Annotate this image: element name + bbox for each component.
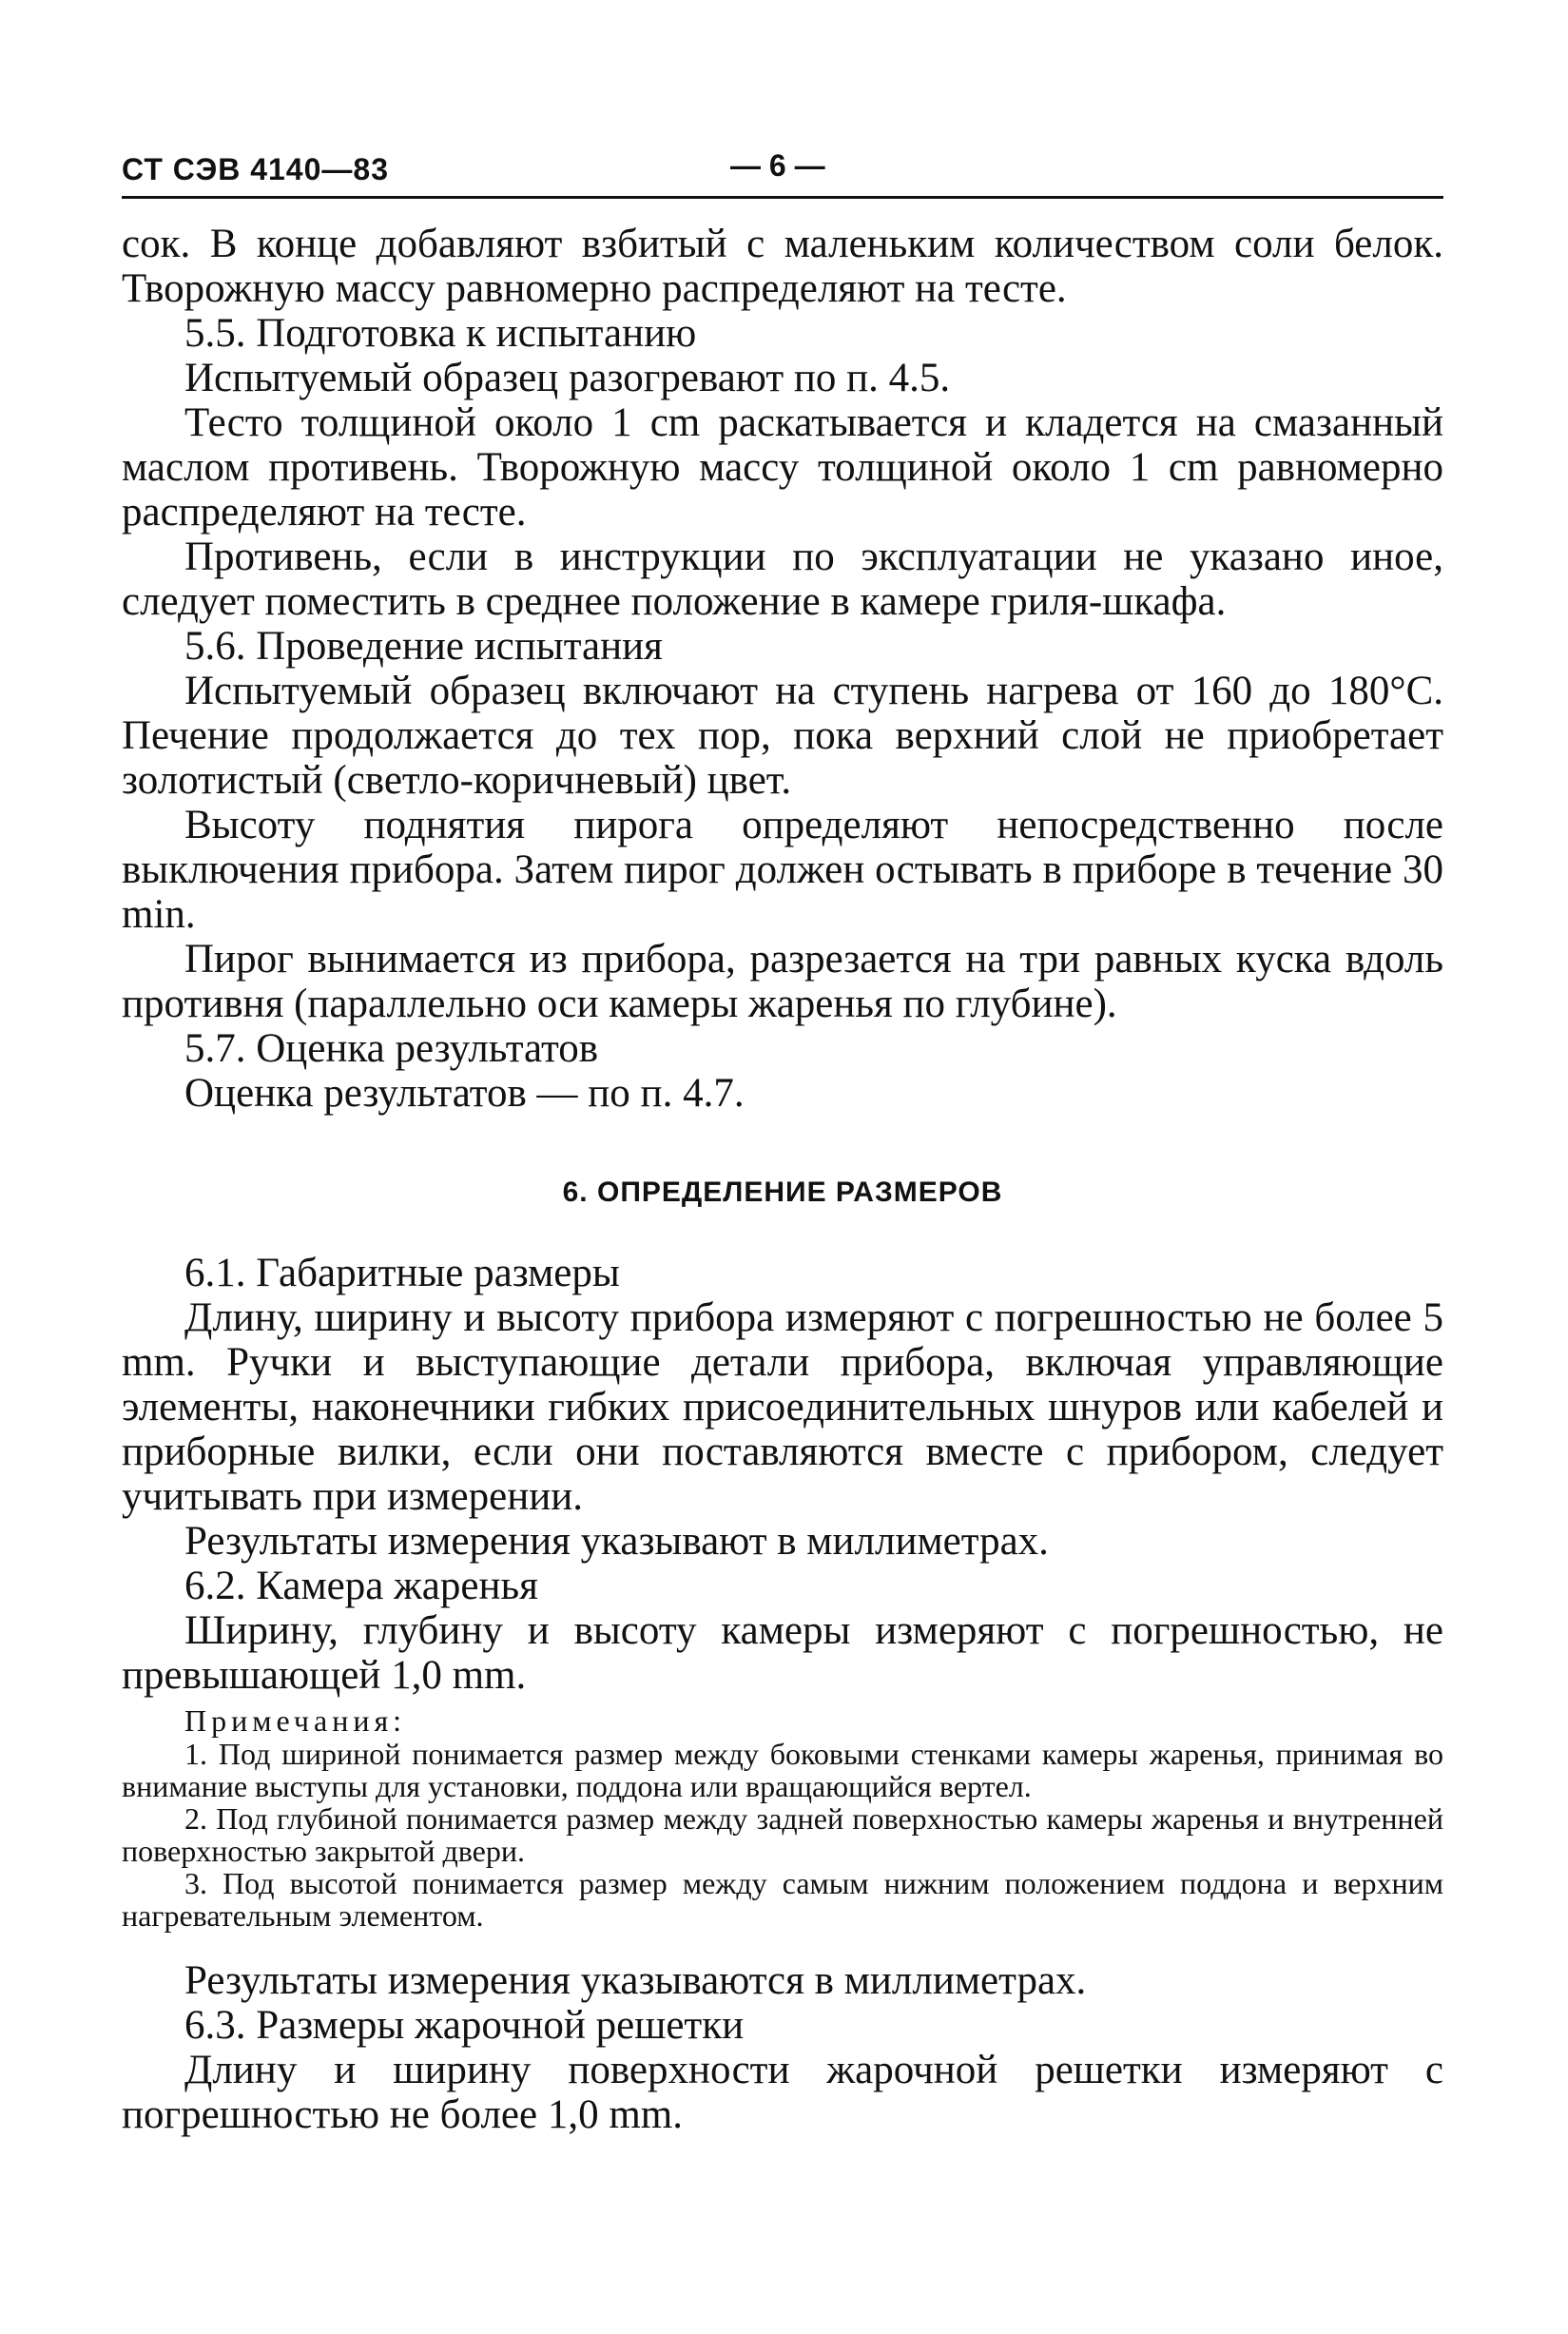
paragraph: Испытуемый образец включают на ступень нагрева от 160 до 180°С. Печение продолжается до тех пор, пока верхний слой не приобретает золотистый (светло-коричневый) цвет. (122, 669, 1443, 803)
standard-code: СТ СЭВ 4140—83 (122, 151, 389, 186)
paragraph: Пирог вынимается из прибора, разрезается на три равных куска вдоль противня (параллельно оси камеры жаренья по глубине). (122, 937, 1443, 1026)
subsection-heading: 5.6. Проведение испытания (184, 624, 663, 669)
paragraph: Результаты измерения указываются в миллиметрах. (184, 1958, 1087, 2003)
paragraph: Высоту поднятия пирога определяют непосредственно после выключения прибора. Затем пирог должен остывать в приборе в течение 30 min. (122, 803, 1443, 937)
section-title: 6. ОПРЕДЕЛЕНИЕ РАЗМЕРОВ (562, 1177, 1003, 1208)
paragraph: Длину, ширину и высоту прибора измеряют с погрешностью не более 5 mm. Ручки и выступающие детали прибора, включая управляющие элементы, наконечники гибких присоединительных шнуров или кабелей и приборные вилки, если они поставляются вместе с прибором, следует учитывать при измерении. (122, 1295, 1443, 1519)
subsection-heading: 5.5. Подготовка к испытанию (184, 311, 697, 356)
paragraph: Длину и ширину поверхности жарочной решетки измеряют с погрешностью не более 1,0 mm. (122, 2048, 1443, 2137)
paragraph: Ширину, глубину и высоту камеры измеряют с погрешностью, не превышающей 1,0 mm. (122, 1608, 1443, 1698)
notes-heading: Примечания: (184, 1703, 407, 1738)
page-number: — 6 — (730, 148, 825, 183)
paragraph: сок. В конце добавляют взбитый с маленьким количеством соли белок. Творожную массу равномерно распределяют на тесте. (122, 222, 1443, 311)
subsection-heading: 5.7. Оценка результатов (184, 1026, 599, 1071)
paragraph: Противень, если в инструкции по эксплуатации не указано иное, следует поместить в среднее положение в камере гриля-шкафа. (122, 535, 1443, 624)
document-page (122, 143, 1443, 2137)
paragraph: Испытуемый образец разогревают по п. 4.5. (184, 356, 951, 400)
note-item: 3. Под высотой понимается размер между самым нижним положением поддона и верхним нагревательным элементом. (122, 1866, 1443, 1933)
subsection-heading: 6.3. Размеры жарочной решетки (184, 2003, 745, 2048)
section-6 (122, 1251, 1443, 2137)
paragraph: Результаты измерения указывают в миллиметрах. (184, 1519, 1049, 1564)
subsection-heading: 6.2. Камера жаренья (184, 1564, 538, 1608)
note-item: 2. Под глубиной понимается размер между задней поверхностью камеры жаренья и внутренней поверхностью закрытой двери. (122, 1801, 1443, 1868)
page-header (122, 143, 1443, 199)
note-item: 1. Под шириной понимается размер между боковыми стенками камеры жаренья, принимая во внимание выступы для установки, поддона или вращающийся вертел. (122, 1737, 1443, 1803)
paragraph: Оценка результатов — по п. 4.7. (184, 1071, 745, 1116)
paragraph: Тесто толщиной около 1 cm раскатывается и кладется на смазанный маслом противень. Творожную массу толщиной около 1 cm равномерно распределяют на тесте. (122, 400, 1443, 535)
section-5-continuation (122, 222, 1443, 1116)
subsection-heading: 6.1. Габаритные размеры (184, 1251, 620, 1295)
